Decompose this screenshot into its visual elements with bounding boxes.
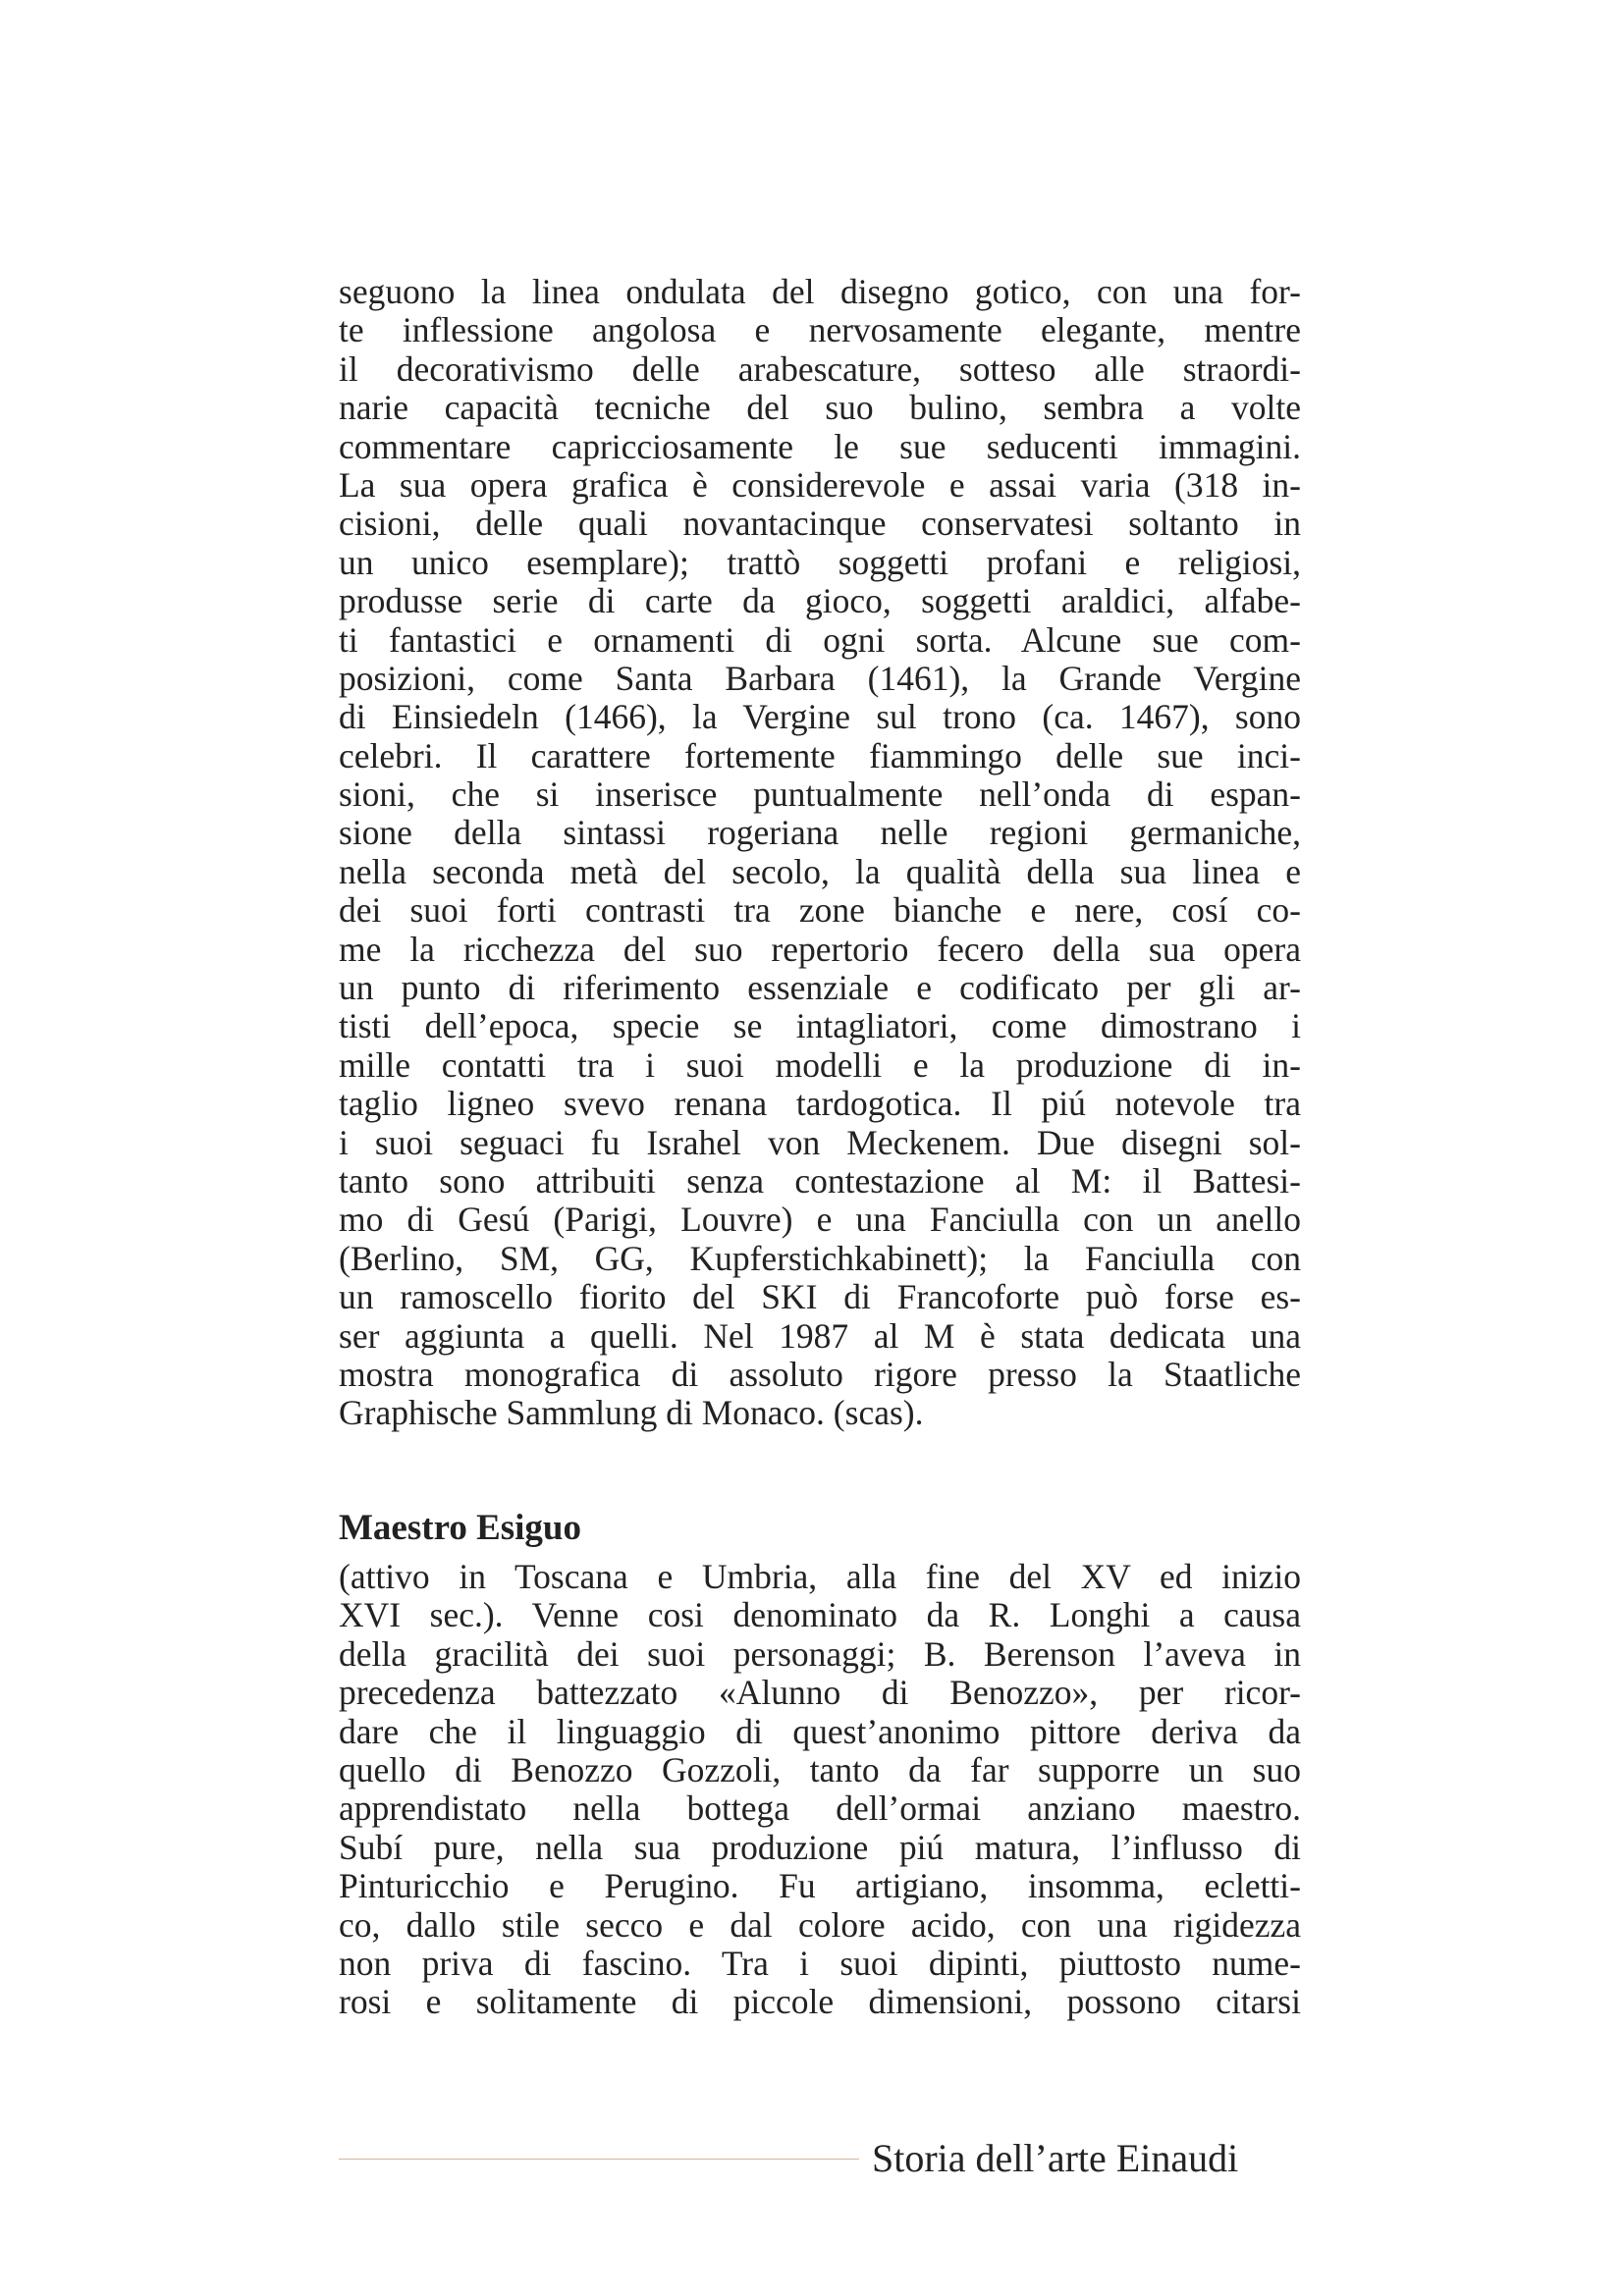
text-line: taglio ligneo svevo renana tardogotica. Il piú notevole tra — [339, 1084, 1301, 1124]
text-line: un unico esemplare); trattò soggetti profani e religiosi, — [339, 542, 1301, 582]
text-line: mo di Gesú (Parigi, Louvre) e una Fanciulla con un anello — [339, 1200, 1301, 1240]
text-line: me la ricchezza del suo repertorio fecero della sua opera — [339, 929, 1301, 969]
text-line: un punto di riferimento essenziale e codificato per gli ar- — [339, 968, 1301, 1008]
text-line: produsse serie di carte da gioco, soggetti araldici, alfabe- — [339, 581, 1301, 621]
text-line: narie capacità tecniche del suo bulino, sembra a volte — [339, 388, 1301, 428]
text-line: i suoi seguaci fu Israhel von Meckenem. Due disegni sol- — [339, 1122, 1301, 1162]
text-line: sione della sintassi rogeriana nelle regioni germaniche, — [339, 813, 1301, 853]
text-line: il decorativismo delle arabescature, sotteso alle straordi- — [339, 348, 1301, 389]
entry-text — [339, 1558, 1301, 2022]
text-line: (Berlino, SM, GG, Kupferstichkabinett); la Fanciulla con — [339, 1238, 1301, 1278]
text-line: quello di Benozzo Gozzoli, tanto da far supporre un suo — [339, 1749, 1301, 1789]
text-line: La sua opera grafica è considerevole e assai varia (318 in- — [339, 464, 1301, 505]
text-line: ser aggiunta a quelli. Nel 1987 al M è stata dedicata una — [339, 1315, 1301, 1356]
text-line: posizioni, come Santa Barbara (1461), la Grande Vergine — [339, 658, 1301, 698]
text-line: tanto sono attribuiti senza contestazione al M: il Battesi- — [339, 1160, 1301, 1201]
text-line: cisioni, delle quali novantacinque conservatesi soltanto in — [339, 504, 1301, 544]
text-line: dei suoi forti contrasti tra zone bianche e nere, cosí co- — [339, 890, 1301, 931]
text-line: XVI sec.). Venne cosi denominato da R. Longhi a causa — [339, 1595, 1301, 1635]
body-text — [339, 273, 1301, 1433]
text-line: Subí pure, nella sua produzione piú matura, l’influsso di — [339, 1827, 1301, 1867]
text-line: rosi e solitamente di piccole dimensioni, possono citarsi — [339, 1982, 1301, 2022]
text-line: della gracilità dei suoi personaggi; B. Berenson l’aveva in — [339, 1633, 1301, 1674]
text-line: (attivo in Toscana e Umbria, alla fine del XV ed inizio — [339, 1557, 1301, 1596]
text-line: precedenza battezzato «Alunno di Benozzo», per ricor- — [339, 1673, 1301, 1713]
text-line: seguono la linea ondulata del disegno gotico, con una for- — [339, 272, 1301, 311]
text-line: tisti dell’epoca, specie se intagliatori, come dimostrano i — [339, 1006, 1301, 1046]
text-line: celebri. Il carattere fortemente fiammingo delle sue inci- — [339, 735, 1301, 775]
footer-title: Storia dell’arte Einaudi — [872, 2136, 1239, 2180]
text-line: mille contatti tra i suoi modelli e la produzione di in- — [339, 1044, 1301, 1085]
footer-divider — [339, 2159, 859, 2160]
text-line: non priva di fascino. Tra i suoi dipinti, piuttosto nume- — [339, 1943, 1301, 1983]
text-line: un ramoscello fiorito del SKI di Francoforte può forse es- — [339, 1277, 1301, 1317]
text-line: ti fantastici e ornamenti di ogni sorta. Alcune sue com- — [339, 619, 1301, 660]
text-line: nella seconda metà del secolo, la qualità della sua linea e — [339, 851, 1301, 891]
text-line: Pinturicchio e Perugino. Fu artigiano, insomma, ecletti- — [339, 1866, 1301, 1906]
text-line: te inflessione angolosa e nervosamente elegante, mentre — [339, 310, 1301, 350]
text-line: sioni, che si inserisce puntualmente nell’onda di espan- — [339, 774, 1301, 815]
text-line: mostra monografica di assoluto rigore presso la Staatliche — [339, 1354, 1301, 1394]
text-line: Graphische Sammlung di Monaco. (scas). — [339, 1393, 924, 1433]
text-line: apprendistato nella bottega dell’ormai anziano maestro. — [339, 1789, 1301, 1829]
entry-heading: Maestro Esiguo — [339, 1508, 582, 1548]
text-line: dare che il linguaggio di quest’anonimo pittore deriva da — [339, 1711, 1301, 1751]
text-line: co, dallo stile secco e dal colore acido, con una rigidezza — [339, 1904, 1301, 1945]
text-line: commentare capricciosamente le sue seducenti immagini. — [339, 426, 1301, 466]
text-line: di Einsiedeln (1466), la Vergine sul trono (ca. 1467), sono — [339, 697, 1301, 737]
